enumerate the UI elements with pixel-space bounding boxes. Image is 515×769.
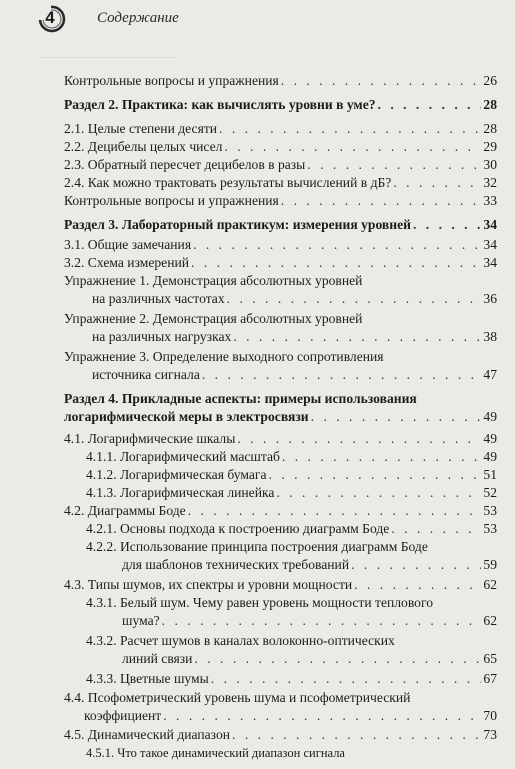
toc-entry[interactable] — [64, 236, 497, 254]
toc-entry[interactable] — [64, 174, 497, 192]
toc-entry-title: Контрольные вопросы и упражнения — [64, 73, 279, 88]
toc-entry-title-line2: источника сигнала — [92, 367, 200, 382]
dot-leader — [232, 726, 481, 744]
toc-entry-title: 4.1. Логарифмические шкалы — [64, 431, 236, 446]
toc-entry-title: Раздел 3. Лабораторный практикум: измерения уровней — [64, 217, 411, 232]
toc-entry-title-line1: 4.3.1. Белый шум. Чему равен уровень мощности теплового — [86, 595, 433, 610]
toc-entry-title: 3.2. Схема измерений — [64, 255, 190, 270]
toc-entry-title: 4.1.1. Логарифмический масштаб — [86, 449, 280, 464]
toc-page-number: 65 — [483, 651, 497, 666]
dot-leader — [191, 254, 481, 272]
toc-entry-title-line2: линий связи — [122, 651, 193, 666]
toc-page-number: 62 — [483, 613, 497, 628]
toc-entry-title-line1: Раздел 4. Прикладные аспекты: примеры использования — [64, 391, 417, 406]
dot-leader — [219, 120, 481, 138]
toc-page-number: 26 — [483, 73, 497, 88]
dot-leader — [227, 290, 482, 308]
toc-entry-title-line1: 4.2.2. Использование принципа построения диаграмм Боде — [86, 539, 428, 554]
dot-leader — [307, 156, 481, 174]
toc-page-number: 62 — [483, 577, 497, 592]
bleed-through-text: —————————————— — [38, 52, 178, 63]
toc-entry-multiline[interactable] — [86, 538, 497, 574]
toc-page-number: 70 — [483, 708, 497, 723]
dot-leader — [281, 192, 482, 210]
page-number-badge — [38, 5, 66, 33]
dot-leader — [162, 612, 482, 630]
toc-page-number: 49 — [483, 431, 497, 446]
toc-entry-title-line2: логарифмической меры в электросвязи — [64, 409, 309, 424]
dot-leader — [281, 72, 482, 90]
toc-entry[interactable] — [64, 120, 497, 138]
toc-entry-title: 4.1.2. Логарифмическая бумага — [86, 467, 267, 482]
dot-leader — [233, 328, 481, 346]
toc-page-number: 49 — [483, 409, 497, 424]
dot-leader — [194, 650, 481, 668]
toc-page-number: 28 — [483, 121, 497, 136]
toc-entry[interactable] — [64, 430, 497, 448]
toc-entry-title-line2: для шаблонов технических требований — [122, 557, 350, 572]
toc-page-number: 30 — [483, 157, 497, 172]
toc-entry-title: 4.2.1. Основы подхода к построению диаграмм Боде — [86, 521, 390, 536]
toc-entry-title: 4.1.3. Логарифмическая линейка — [86, 485, 275, 500]
toc-page-number: 67 — [483, 671, 497, 686]
toc-page-number: 53 — [483, 503, 497, 518]
dot-leader — [211, 670, 482, 688]
toc-entry-title: 4.2. Диаграммы Боде — [64, 503, 186, 518]
running-header-title: Содержание — [97, 10, 179, 26]
toc-page-number: 47 — [483, 367, 497, 382]
toc-entry[interactable] — [64, 254, 497, 272]
toc-page-number: 53 — [483, 521, 497, 536]
toc-entry-title-line2: на различных частотах — [92, 291, 225, 306]
toc-page-number: 28 — [483, 97, 497, 112]
toc-entry[interactable] — [86, 520, 497, 538]
toc-entry[interactable] — [64, 192, 497, 210]
toc-entry-multiline[interactable] — [64, 348, 497, 384]
dot-leader — [351, 556, 481, 574]
toc-entry-title-line1: 4.5.1. Что такое динамический диапазон сигнала — [86, 746, 345, 760]
toc-page-number: 29 — [483, 139, 497, 154]
dot-leader — [163, 707, 481, 725]
toc-entry[interactable] — [64, 138, 497, 156]
toc-entry[interactable] — [86, 670, 497, 688]
toc-entry[interactable] — [86, 448, 497, 466]
toc-entry-multiline[interactable] — [86, 632, 497, 668]
toc-entry-title-line1: Упражнение 2. Демонстрация абсолютных уровней — [64, 311, 363, 326]
toc-entry-title-line1: 4.4. Псофометрический уровень шума и псофометрический — [64, 690, 411, 705]
toc-entry[interactable] — [64, 726, 497, 744]
toc-entry-title: 2.2. Децибелы целых чисел — [64, 139, 223, 154]
toc-entry[interactable] — [64, 72, 497, 90]
toc-page-number: 34 — [483, 237, 497, 252]
toc-entry-title-line1: Упражнение 1. Демонстрация абсолютных уровней — [64, 273, 363, 288]
toc-entry-multiline[interactable] — [64, 689, 497, 725]
toc-page-number: 34 — [483, 217, 497, 232]
toc-page-number: 38 — [483, 329, 497, 344]
toc-entry-title: Контрольные вопросы и упражнения — [64, 193, 279, 208]
toc-entry[interactable] — [64, 502, 497, 520]
toc-page-number: 33 — [483, 193, 497, 208]
toc-entry[interactable] — [86, 484, 497, 502]
dot-leader — [282, 448, 481, 466]
toc-entry-title: 4.3. Типы шумов, их спектры и уровни мощности — [64, 577, 353, 592]
toc-section-heading-multiline[interactable] — [64, 390, 497, 426]
toc-page-number: 49 — [483, 449, 497, 464]
toc-entry[interactable] — [86, 466, 497, 484]
toc-entry-title-line1: Упражнение 3. Определение выходного сопротивления — [64, 349, 384, 364]
toc-entry-multiline[interactable] — [64, 272, 497, 308]
toc-entry-title: 4.5. Динамический диапазон — [64, 727, 231, 742]
toc-page-number: 52 — [483, 485, 497, 500]
toc-page-number: 34 — [483, 255, 497, 270]
dot-leader — [413, 216, 481, 234]
toc-entry-title-line2: коэффициент — [84, 708, 162, 723]
toc-entry[interactable] — [64, 156, 497, 174]
toc-page-number: 59 — [483, 557, 497, 572]
dot-leader — [393, 174, 481, 192]
page-number: 4 — [45, 8, 55, 27]
toc-entry-title-line2: на различных нагрузках — [92, 329, 232, 344]
toc-entry-multiline[interactable] — [86, 744, 497, 768]
toc-section-heading[interactable] — [64, 96, 497, 114]
toc-section-heading[interactable] — [64, 216, 497, 234]
dot-leader — [354, 576, 481, 594]
toc-entry-title: 2.1. Целые степени десяти — [64, 121, 218, 136]
toc-entry-title: 4.3.3. Цветные шумы — [86, 671, 209, 686]
toc-entry[interactable] — [64, 576, 497, 594]
toc-page-number: 73 — [483, 727, 497, 742]
dot-leader — [269, 466, 482, 484]
dot-leader — [391, 520, 481, 538]
toc-entry-title-line2: шума? — [122, 613, 160, 628]
toc-entry-title: 2.3. Обратный пересчет децибелов в разы — [64, 157, 306, 172]
toc-entry-title: 3.1. Общие замечания — [64, 237, 192, 252]
dot-leader — [188, 502, 482, 520]
toc-entry-title: Раздел 2. Практика: как вычислять уровни в уме? — [64, 97, 376, 112]
dot-leader — [193, 236, 481, 254]
toc-entry-multiline[interactable] — [86, 594, 497, 630]
dot-leader — [378, 96, 482, 114]
dot-leader — [311, 408, 482, 426]
toc-page-number: 32 — [483, 175, 497, 190]
toc-entry-title-line1: 4.3.2. Расчет шумов в каналах волоконно-оптических — [86, 633, 395, 648]
dot-leader — [224, 138, 481, 156]
toc-entry-title: 2.4. Как можно трактовать результаты вычислений в дБ? — [64, 175, 392, 190]
dot-leader — [237, 430, 481, 448]
dot-leader — [202, 366, 482, 384]
toc-entry-multiline[interactable] — [64, 310, 497, 346]
dot-leader — [276, 484, 481, 502]
toc-page-number: 36 — [483, 291, 497, 306]
toc-page-number: 51 — [483, 467, 497, 482]
